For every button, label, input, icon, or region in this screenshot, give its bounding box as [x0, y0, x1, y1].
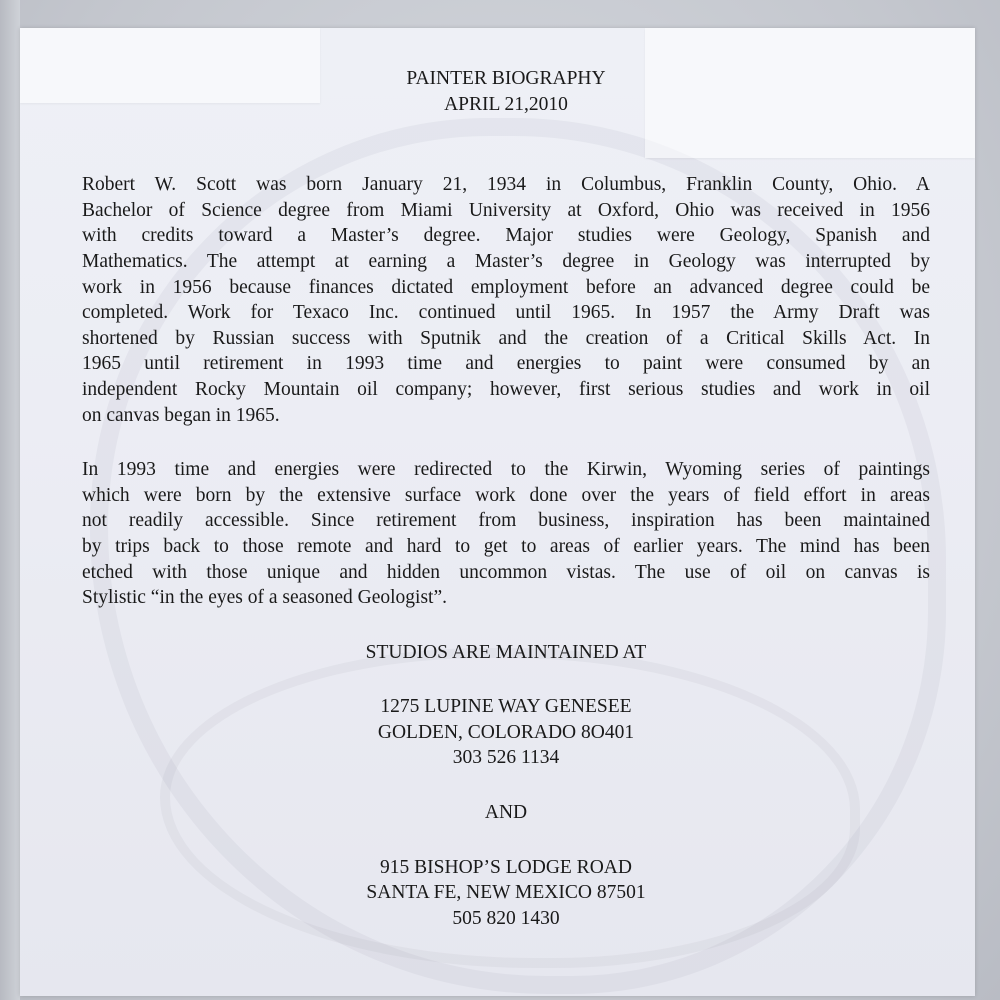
- header-block: [82, 66, 930, 117]
- studio-phone: 303 526 1134: [452, 747, 560, 769]
- paragraph-line: by trips back to those remote and hard to get to areas of earlier years. The mind has been: [82, 535, 930, 557]
- paragraph-line: Stylistic “in the eyes of a seasoned Geologist”.: [82, 587, 447, 609]
- paragraph-line: which were born by the extensive surface work done over the years of field effort in areas: [82, 484, 930, 506]
- biography-paragraph-2: [82, 457, 930, 611]
- paragraph-line: Robert W. Scott was born January 21, 1934 in Columbus, Franklin County, Ohio. A: [82, 174, 930, 196]
- paragraph-line: not readily accessible. Since retirement from business, inspiration has been maintained: [82, 510, 930, 532]
- studio-address-santa-fe: [82, 855, 930, 932]
- and-separator: AND: [484, 802, 528, 824]
- paragraph-line: on canvas began in 1965.: [82, 404, 280, 426]
- paragraph-line: Mathematics. The attempt at earning a Master’s degree in Geology was interrupted by: [82, 250, 930, 272]
- paragraph-line: shortened by Russian success with Sputnik and the creation of a Critical Skills Act. In: [82, 327, 930, 349]
- paragraph-line: 1965 until retirement in 1993 time and energies to paint were consumed by an: [82, 353, 930, 375]
- studio-city: SANTA FE, NEW MEXICO 87501: [366, 882, 646, 904]
- frame-edge: [0, 0, 20, 1000]
- studio-address-golden: [82, 694, 930, 771]
- studio-phone: 505 820 1430: [452, 907, 560, 929]
- studio-street: 915 BISHOP’S LODGE ROAD: [380, 856, 632, 878]
- document-body: [82, 66, 930, 931]
- paragraph-line: work in 1956 because finances dictated employment before an advanced degree could be: [82, 276, 930, 298]
- paragraph-line: In 1993 time and energies were redirected to the Kirwin, Wyoming series of paintings: [82, 459, 930, 481]
- paragraph-line: Bachelor of Science degree from Miami University at Oxford, Ohio was received in 1956: [82, 199, 930, 221]
- studio-street: 1275 LUPINE WAY GENESEE: [380, 696, 632, 718]
- document-title: PAINTER BIOGRAPHY: [406, 68, 606, 89]
- paragraph-line: etched with those unique and hidden uncommon vistas. The use of oil on canvas is: [82, 561, 930, 583]
- document-date: APRIL 21,2010: [444, 93, 568, 115]
- paragraph-line: with credits toward a Master’s degree. Major studies were Geology, Spanish and: [82, 225, 930, 247]
- paragraph-line: independent Rocky Mountain oil company; however, first serious studies and work in oil: [82, 378, 930, 400]
- biography-paragraph-1: [82, 172, 930, 428]
- studio-city: GOLDEN, COLORADO 8O401: [377, 721, 635, 743]
- paragraph-line: completed. Work for Texaco Inc. continued until 1965. In 1957 the Army Draft was: [82, 302, 930, 324]
- studios-heading: STUDIOS ARE MAINTAINED AT: [365, 641, 647, 663]
- biography-sheet: [20, 28, 975, 996]
